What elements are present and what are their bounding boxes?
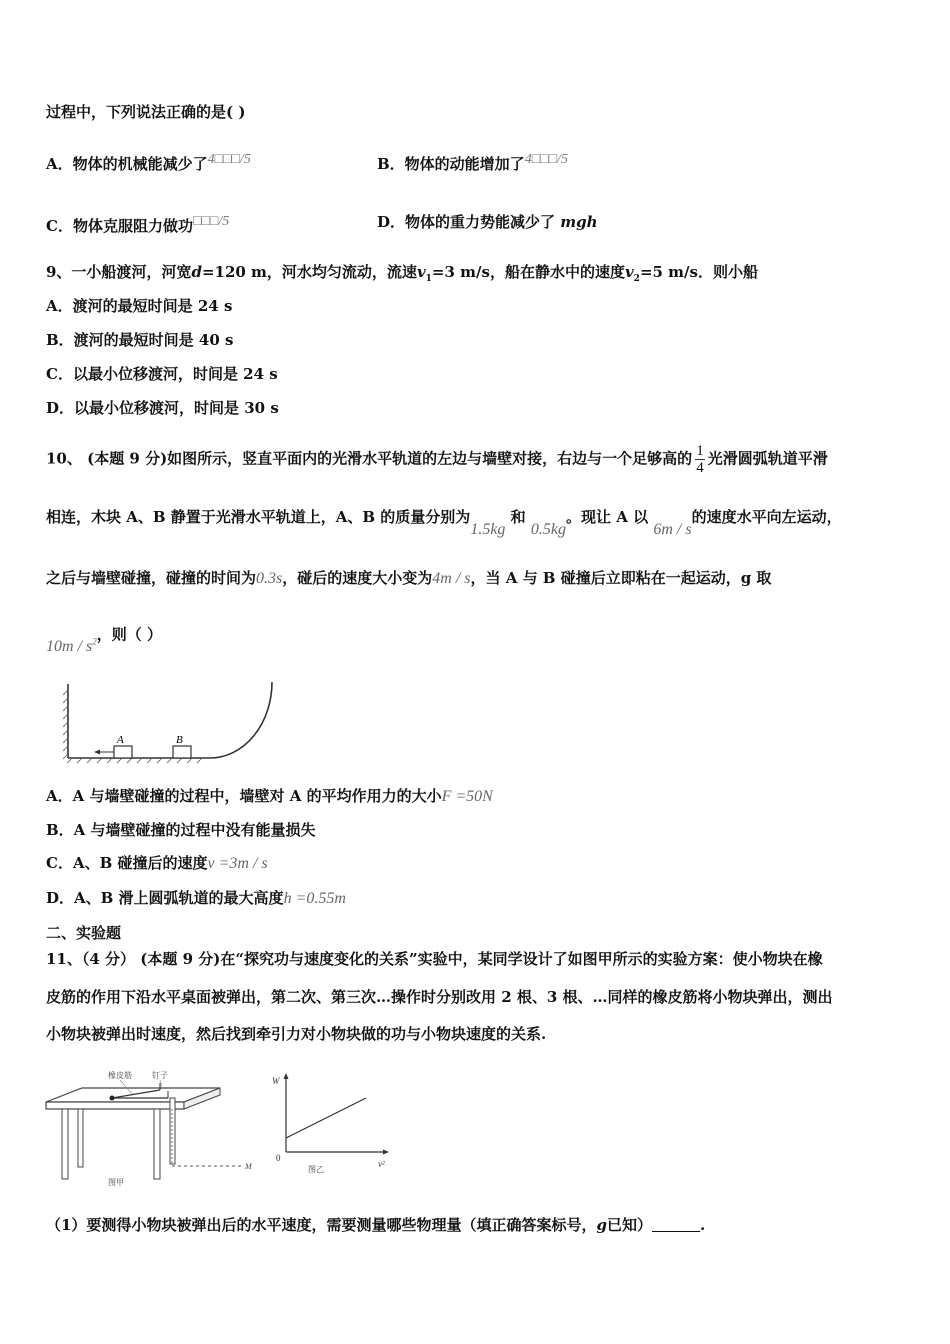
q9-stem-part: 9、一小船渡河，河宽 bbox=[46, 263, 192, 281]
q10-track-figure bbox=[60, 676, 285, 766]
q10-mass-a: 1.5kg bbox=[470, 521, 506, 538]
q10-option-c-math: v =3m / s bbox=[207, 855, 268, 872]
q9-v1-symbol: v bbox=[416, 263, 426, 281]
q10-frac-den: 4 bbox=[696, 460, 704, 476]
q9-v1-sub: 1 bbox=[425, 274, 432, 284]
q10-frac-num: 1 bbox=[696, 443, 704, 459]
q11-sub1-text: 已知） bbox=[606, 1216, 652, 1234]
q10-g-value bbox=[46, 638, 97, 655]
q10-g-base: 10m / s bbox=[46, 638, 93, 656]
q10-text: 的速度水平向左运动， bbox=[691, 508, 842, 526]
q10-text: 。现让 A 以 bbox=[566, 508, 649, 526]
v2-axis-arrow bbox=[383, 1150, 389, 1155]
q9-stem-part: =120 m，河水均匀流动，流速 bbox=[201, 263, 417, 281]
q10-text: 和 bbox=[510, 508, 526, 526]
figure-yi-caption: 图乙 bbox=[308, 1165, 324, 1174]
q10-option-c bbox=[46, 853, 268, 874]
q8-option-a-math: 4□□□/5 bbox=[207, 152, 251, 167]
table-leg bbox=[62, 1109, 68, 1179]
q10-collision-time: 0.3s bbox=[256, 570, 283, 587]
q11-line1: 11、（4 分） (本题 9 分)在“探究功与速度变化的关系”实验中，某同学设计了如图甲所示的实验方案：使小物块在橡 bbox=[46, 950, 823, 968]
w-v2-line bbox=[286, 1098, 366, 1138]
block-a bbox=[114, 746, 132, 758]
block-a-label: A bbox=[117, 734, 124, 746]
block-b-label: B bbox=[176, 734, 183, 746]
q10-option-d-text: D．A、B 滑上圆弧轨道的最大高度 bbox=[46, 889, 284, 907]
q8-option-b-label: B．物体的动能增加了 bbox=[377, 155, 525, 173]
nail-label: 钉子 bbox=[152, 1071, 168, 1080]
q11-g-symbol: g bbox=[596, 1216, 607, 1234]
q9-stem-part: =5 m/s．则小船 bbox=[639, 263, 758, 281]
q9-v2-sub: 2 bbox=[633, 274, 640, 284]
q11-line3: 小物块被弹出时速度，然后找到牵引力对小物块做的功与小物块速度的关系. bbox=[46, 1025, 547, 1043]
answer-blank[interactable] bbox=[652, 1217, 700, 1232]
q10-mass-b: 0.5kg bbox=[530, 521, 567, 538]
q9-d-symbol: d bbox=[191, 263, 202, 281]
table-edge bbox=[46, 1102, 184, 1109]
q11-sub1-text: . bbox=[699, 1216, 706, 1234]
q10-option-a-text: A．A 与墙壁碰撞的过程中，墙壁对 A 的平均作用力的大小 bbox=[46, 787, 442, 805]
q8-option-c bbox=[46, 212, 229, 236]
w-axis-arrow bbox=[284, 1073, 289, 1079]
q9-stem bbox=[46, 262, 758, 289]
q10-text: ，当 A 与 B 碰撞后立即粘在一起运动，g 取 bbox=[470, 569, 772, 587]
v2-axis-label: v² bbox=[378, 1159, 385, 1169]
q10-text: 相连，木块 A、B 静置于光滑水平轨道上，A、B 的质量分别为 bbox=[46, 508, 471, 526]
q8-stem-tail: 过程中，下列说法正确的是( ) bbox=[46, 103, 246, 121]
q8-option-d-math: mgh bbox=[560, 213, 598, 231]
q9-option-c: C．以最小位移渡河，时间是 24 s bbox=[46, 365, 278, 383]
q10-text: 10、 (本题 9 分)如图所示，竖直平面内的光滑水平轨道的左边与墙壁对接，右边与一个足够高的 bbox=[46, 449, 693, 468]
q10-option-a-math: F =50N bbox=[441, 788, 493, 805]
q11-subquestion-1 bbox=[46, 1215, 705, 1235]
q9-option-d: D．以最小位移渡河，时间是 30 s bbox=[46, 399, 279, 417]
q8-option-c-label: C．物体克服阻力做功 bbox=[46, 217, 193, 235]
q9-v2-symbol: v bbox=[624, 263, 634, 281]
q9-stem-part: =3 m/s，船在静水中的速度 bbox=[431, 263, 625, 281]
q9-option-b: B．渡河的最短时间是 40 s bbox=[46, 331, 234, 349]
track-path bbox=[68, 682, 272, 758]
table-leg bbox=[154, 1109, 160, 1179]
q10-rebound-velocity: 4m / s bbox=[432, 570, 471, 587]
q10-text: 光滑圆弧轨道平滑 bbox=[707, 449, 828, 468]
q9-option-a: A．渡河的最短时间是 24 s bbox=[46, 297, 233, 315]
table-leg bbox=[78, 1109, 83, 1167]
block-b bbox=[173, 746, 191, 758]
q11-figure-jia bbox=[42, 1068, 267, 1190]
q10-option-d bbox=[46, 888, 346, 909]
q8-option-d bbox=[377, 212, 598, 232]
block bbox=[110, 1096, 115, 1101]
arrow-head bbox=[94, 750, 100, 755]
figure-jia-caption: 图甲 bbox=[108, 1178, 124, 1187]
q10-line3 bbox=[46, 568, 771, 589]
point-m-label: M bbox=[245, 1162, 252, 1171]
q10-option-c-text: C．A、B 碰撞后的速度 bbox=[46, 854, 208, 872]
q8-option-a-label: A．物体的机械能减少了 bbox=[46, 155, 208, 173]
q11-figure-yi bbox=[268, 1070, 393, 1180]
q10-option-b: B．A 与墙壁碰撞的过程中没有能量损失 bbox=[46, 821, 316, 839]
q8-option-d-label: D．物体的重力势能减少了 bbox=[377, 213, 556, 231]
q10-line2 bbox=[46, 507, 842, 538]
q8-option-c-math: □□□/5 bbox=[192, 214, 230, 229]
q8-option-a bbox=[46, 150, 251, 174]
origin-label: 0 bbox=[276, 1153, 281, 1163]
q11-line2: 皮筋的作用下沿水平桌面被弹出，第二次、第三次…操作时分别改用 2 根、3 根、…同样的橡皮筋将小物块弹出，测出 bbox=[46, 988, 833, 1006]
section-heading: 二、实验题 bbox=[46, 924, 122, 942]
q10-line4 bbox=[46, 620, 162, 656]
q11-sub1-text: （1）要测得小物块被弹出后的水平速度，需要测量哪些物理量（填正确答案标号， bbox=[46, 1216, 597, 1234]
w-axis-label: W bbox=[272, 1076, 280, 1086]
q10-fraction bbox=[695, 443, 705, 476]
q10-initial-velocity: 6m / s bbox=[653, 521, 692, 538]
q10-g-sup: 2 bbox=[92, 637, 97, 647]
q10-text: 之后与墙壁碰撞，碰撞的时间为 bbox=[46, 569, 257, 587]
q10-text: ，则（ ） bbox=[96, 625, 162, 644]
rubber-band-label: 橡皮筋 bbox=[108, 1071, 132, 1080]
q10-text: ，碰后的速度大小变为 bbox=[282, 569, 433, 587]
q8-option-b bbox=[377, 150, 568, 174]
q10-option-d-math: h =0.55m bbox=[283, 890, 346, 907]
q8-option-b-math: 4□□□/5 bbox=[524, 152, 568, 167]
q10-option-a bbox=[46, 786, 493, 807]
q10-line1 bbox=[46, 443, 828, 476]
